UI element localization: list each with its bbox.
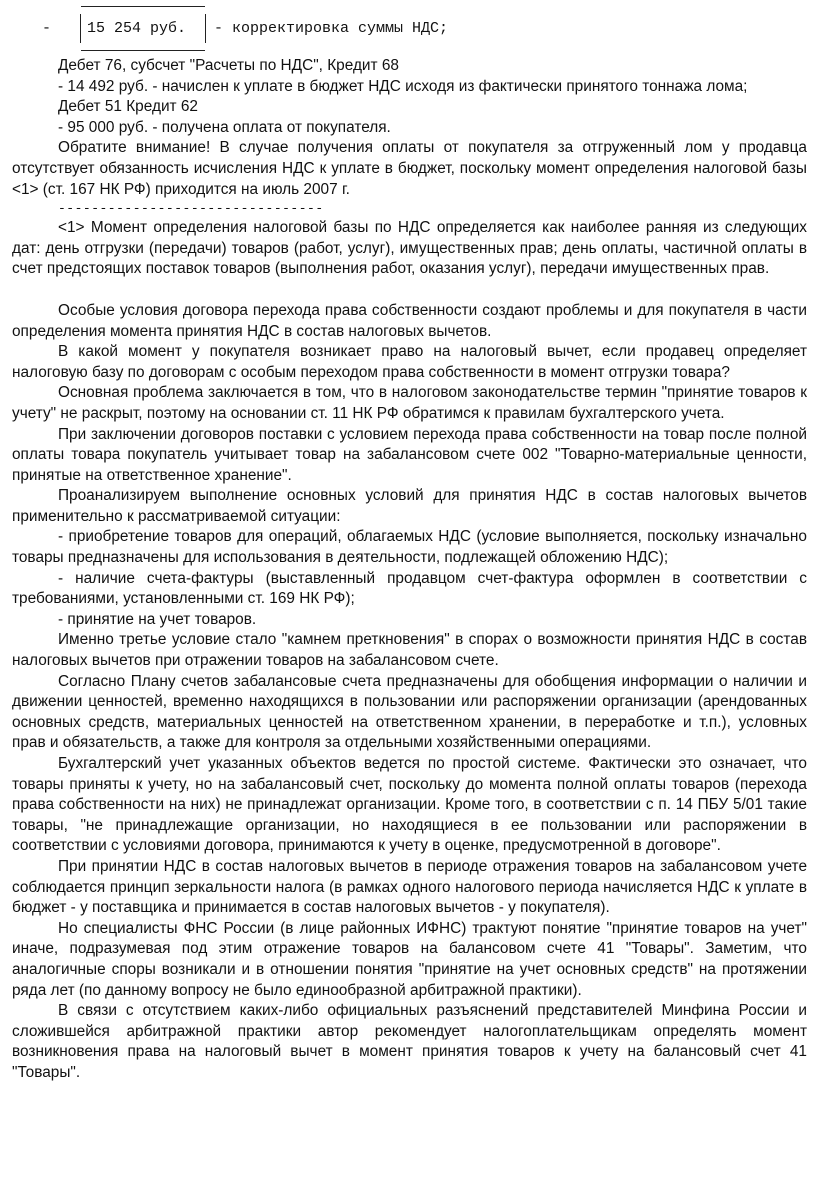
paragraph: Но специалисты ФНС России (в лице районных ИФНС) трактуют понятие "принятие товаров на учет" иначе, подразумевая под этим отражение товаров на балансовом счете 41 "Товары". Заметим, что аналогичные споры возникали и в отношении понятия "принятие на учет основных средств" на протяжении ряда лет (по данному вопросу не было единообразной арбитражной практики).	[12, 919, 807, 999]
paragraph: Основная проблема заключается в том, что в налоговом законодательстве термин "принятие товаров к учету" не раскрыт, поэтому на основании ст. 11 НК РФ обратимся к правилам бухгалтерского учета.	[12, 384, 807, 422]
paragraph: При принятии НДС в состав налоговых вычетов в периоде отражения товаров на забалансовом учете соблюдается принцип зеркальности налога (в рамках одного налогового периода начисляется НДС к уплате в бюджет - у поставщика и принимается в состав налоговых вычетов - у покупателя).	[12, 857, 807, 917]
paragraph: - 95 000 руб. - получена оплата от покупателя.	[58, 118, 391, 136]
paragraph: Дебет 76, субсчет "Расчеты по НДС", Кредит 68	[58, 57, 399, 74]
footnote-separator: --------------------------------	[58, 201, 324, 217]
paragraph: Особые условия договора перехода права собственности создают проблемы и для покупателя в части определения момента принятия НДС в состав налоговых вычетов.	[12, 301, 807, 340]
paragraph: Проанализируем выполнение основных условий для принятия НДС в состав налоговых вычетов применительно к рассматриваемой ситуации:	[12, 487, 807, 525]
paragraph: При заключении договоров поставки с условием перехода права собственности на товар после полной оплаты товара покупатель учитывает товар на забалансовом счете 002 "Товарно-материальные ценности, принятые на ответственное хранение".	[12, 425, 807, 484]
paragraph: В какой момент у покупателя возникает право на налоговый вычет, если продавец определяет налоговую базу по договорам с особым переходом права собственности в момент отгрузки товара?	[12, 343, 807, 381]
amount-box	[80, 14, 206, 43]
list-item: - приобретение товаров для операций, облагаемых НДС (условие выполняется, поскольку изначально товары предназначены для использования в деятельности, подлежащей обложению НДС);	[12, 528, 807, 567]
amount-description: - корректировка суммы НДС;	[214, 20, 449, 37]
footnote: <1> Момент определения налоговой базы по НДС определяется как наиболее ранняя из следующих дат: день отгрузки (передачи) товаров (работ, услуг), имущественных прав; день оплаты, частичной оплаты в счет предстоящих поставок товаров (выполнения работ, оказания услуг), передачи имущественных прав.	[12, 219, 807, 278]
paragraph: Согласно Плану счетов забалансовые счета предназначены для обобщения информации о наличии и движении ценностей, временно находящихся в пользовании или распоряжении организации (арендованных основных средств, материальных ценностей на ответственном хранении, в переработке и т.п.), условных прав и обязательств, а также для контроля за отдельными хозяйственными операциями.	[12, 672, 807, 752]
paragraph: Обратите внимание! В случае получения оплаты от покупателя за отгруженный лом у продавца отсутствует обязанность исчисления НДС к уплате в бюджет, поскольку момент определения налоговой базы <1> (ст. 167 НК РФ) приходится на июль 2007 г.	[12, 139, 807, 198]
list-item: - принятие на учет товаров.	[58, 610, 257, 628]
document-page	[12, 0, 807, 1084]
list-item: - наличие счета-фактуры (выставленный продавцом счет-фактура оформлен в соответствии с требованиями, установленными ст. 169 НК РФ);	[12, 569, 807, 608]
paragraph: - 14 492 руб. - начислен к уплате в бюджет НДС исходя из фактически принятого тоннажа лома;	[58, 77, 748, 95]
paragraph: Именно третье условие стало "камнем преткновения" в спорах о возможности принятия НДС в состав налоговых вычетов при отражении товаров на забалансовом счете.	[12, 631, 807, 670]
paragraph: В связи с отсутствием каких-либо официальных разъяснений представителей Минфина России и сложившейся арбитражной практики автор рекомендует налогоплательщикам определять момент возникновения права на налоговый вычет в момент принятия товаров к учету на балансовый счет 41 "Товары".	[12, 1002, 807, 1081]
paragraph: Бухгалтерский учет указанных объектов ведется по простой системе. Фактически это означает, что товары приняты к учету, но на забалансовый счет, поскольку до момента полной оплаты товаров (перехода права собственности на них) не принадлежат организации. Кроме того, в соответствии с п. 14 ПБУ 5/01 такие товары, "не принадлежащие организации, но находящиеся в ее пользовании или распоряжении в соответствии с условиями договора, принимаются к учету в оценке, предусмотренной в договоре".	[12, 755, 807, 855]
line-dash: -	[42, 20, 52, 37]
paragraph: Дебет 51 Кредит 62	[58, 98, 198, 116]
amount-value: 15 254 руб.	[87, 20, 187, 37]
boxed-amount-line	[12, 0, 807, 56]
